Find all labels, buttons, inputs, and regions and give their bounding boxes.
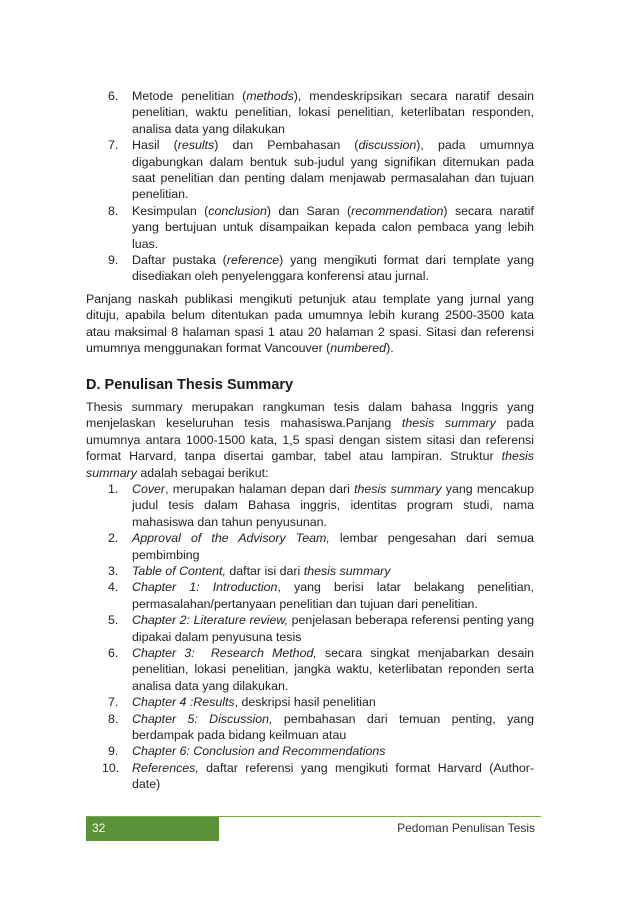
list-item: 2. Approval of the Advisory Team, lembar pengesahan dari semua pembimbing	[108, 531, 534, 562]
footer-title: Pedoman Penulisan Tesis	[397, 821, 535, 835]
list-item: 8. Kesimpulan (conclusion) dan Saran (recommendation) secara naratif yang bertujuan untuk disampaikan kepada calon pembaca yang lebih luas.	[108, 203, 534, 251]
list-item: 5. Chapter 2: Literature review, penjelasan beberapa referensi penting yang dipakai dalam penyusuna tesis	[108, 613, 534, 644]
page-footer	[86, 816, 541, 841]
list-item: 9. Chapter 6: Conclusion and Recommendations	[108, 744, 386, 759]
list-item: 6. Metode penelitian (methods), mendeskripsikan secara naratif desain penelitian, waktu penelitian, lokasi penelitian, keterlibatan responden, analisa data yang dilakukan	[108, 89, 534, 136]
page-number: 32	[86, 817, 219, 841]
structure-list	[86, 481, 534, 793]
list-item: 7. Chapter 4 :Results, deskripsi hasil penelitian	[108, 695, 376, 710]
length-paragraph: Panjang naskah publikasi mengikuti petunjuk atau template yang jurnal yang dituju, apabila belum ditentukan pada umumnya lebih kurang 2500-3500 kata atau maksimal 8 halaman spasi 1 atau 20 halaman 2 spasi. Sitasi dan referensi umumnya menggunakan format Vancouver (numbered).	[86, 291, 534, 356]
section-heading: D. Penulisan Thesis Summary	[86, 376, 294, 393]
list-item: 10. References, daftar referensi yang mengikuti format Harvard (Author-date)	[102, 760, 534, 792]
page-content	[86, 88, 534, 793]
list-item: 9. Daftar pustaka (reference) yang mengikuti format dari template yang disediakan oleh penyelenggara konferensi atau jurnal.	[108, 253, 534, 284]
list-item: 6. Chapter 3: Research Method, secara singkat menjabarkan desain penelitian, lokasi penelitian, jangka waktu, keterlibatan reponden serta analisa data yang dilakukan.	[108, 646, 534, 693]
list-item: 3. Table of Content, daftar isi dari thesis summary	[108, 563, 391, 578]
summary-paragraph: Thesis summary merupakan rangkuman tesis dalam bahasa Inggris yang menjelaskan keseluruhan tesis mahasiswa.Panjang thesis summary pada umumnya antara 1000-1500 kata, 1,5 spasi dengan sistem sitasi dan referensi format Harvard, tanpa disertai gambar, tabel atau lampiran. Struktur thesis summary adalah sebagai berikut:	[86, 399, 534, 480]
list-item: 8. Chapter 5: Discussion, pembahasan dari temuan penting, yang berdampak pada bidang keilmuan atau	[108, 711, 535, 743]
list-item: 1. Cover, merupakan halaman depan dari thesis summary yang mencakup judul tesis dalam Bahasa inggris, identitas program studi, nama mahasiswa dan tahun penyusunan.	[108, 481, 534, 529]
list-item: 7. Hasil (results) dan Pembahasan (discussion), pada umumnya digabungkan dalam bentuk sub-judul yang signifikan ditemukan pada saat penelitian dan penting dalam menjawab permasalahan dan tujuan penelitian.	[108, 138, 534, 202]
list-item: 4. Chapter 1: Introduction, yang berisi latar belakang penelitian, permasalahan/pertanyaan penelitian dan tujuan dari penelitian.	[108, 580, 534, 611]
method-list	[86, 88, 534, 285]
